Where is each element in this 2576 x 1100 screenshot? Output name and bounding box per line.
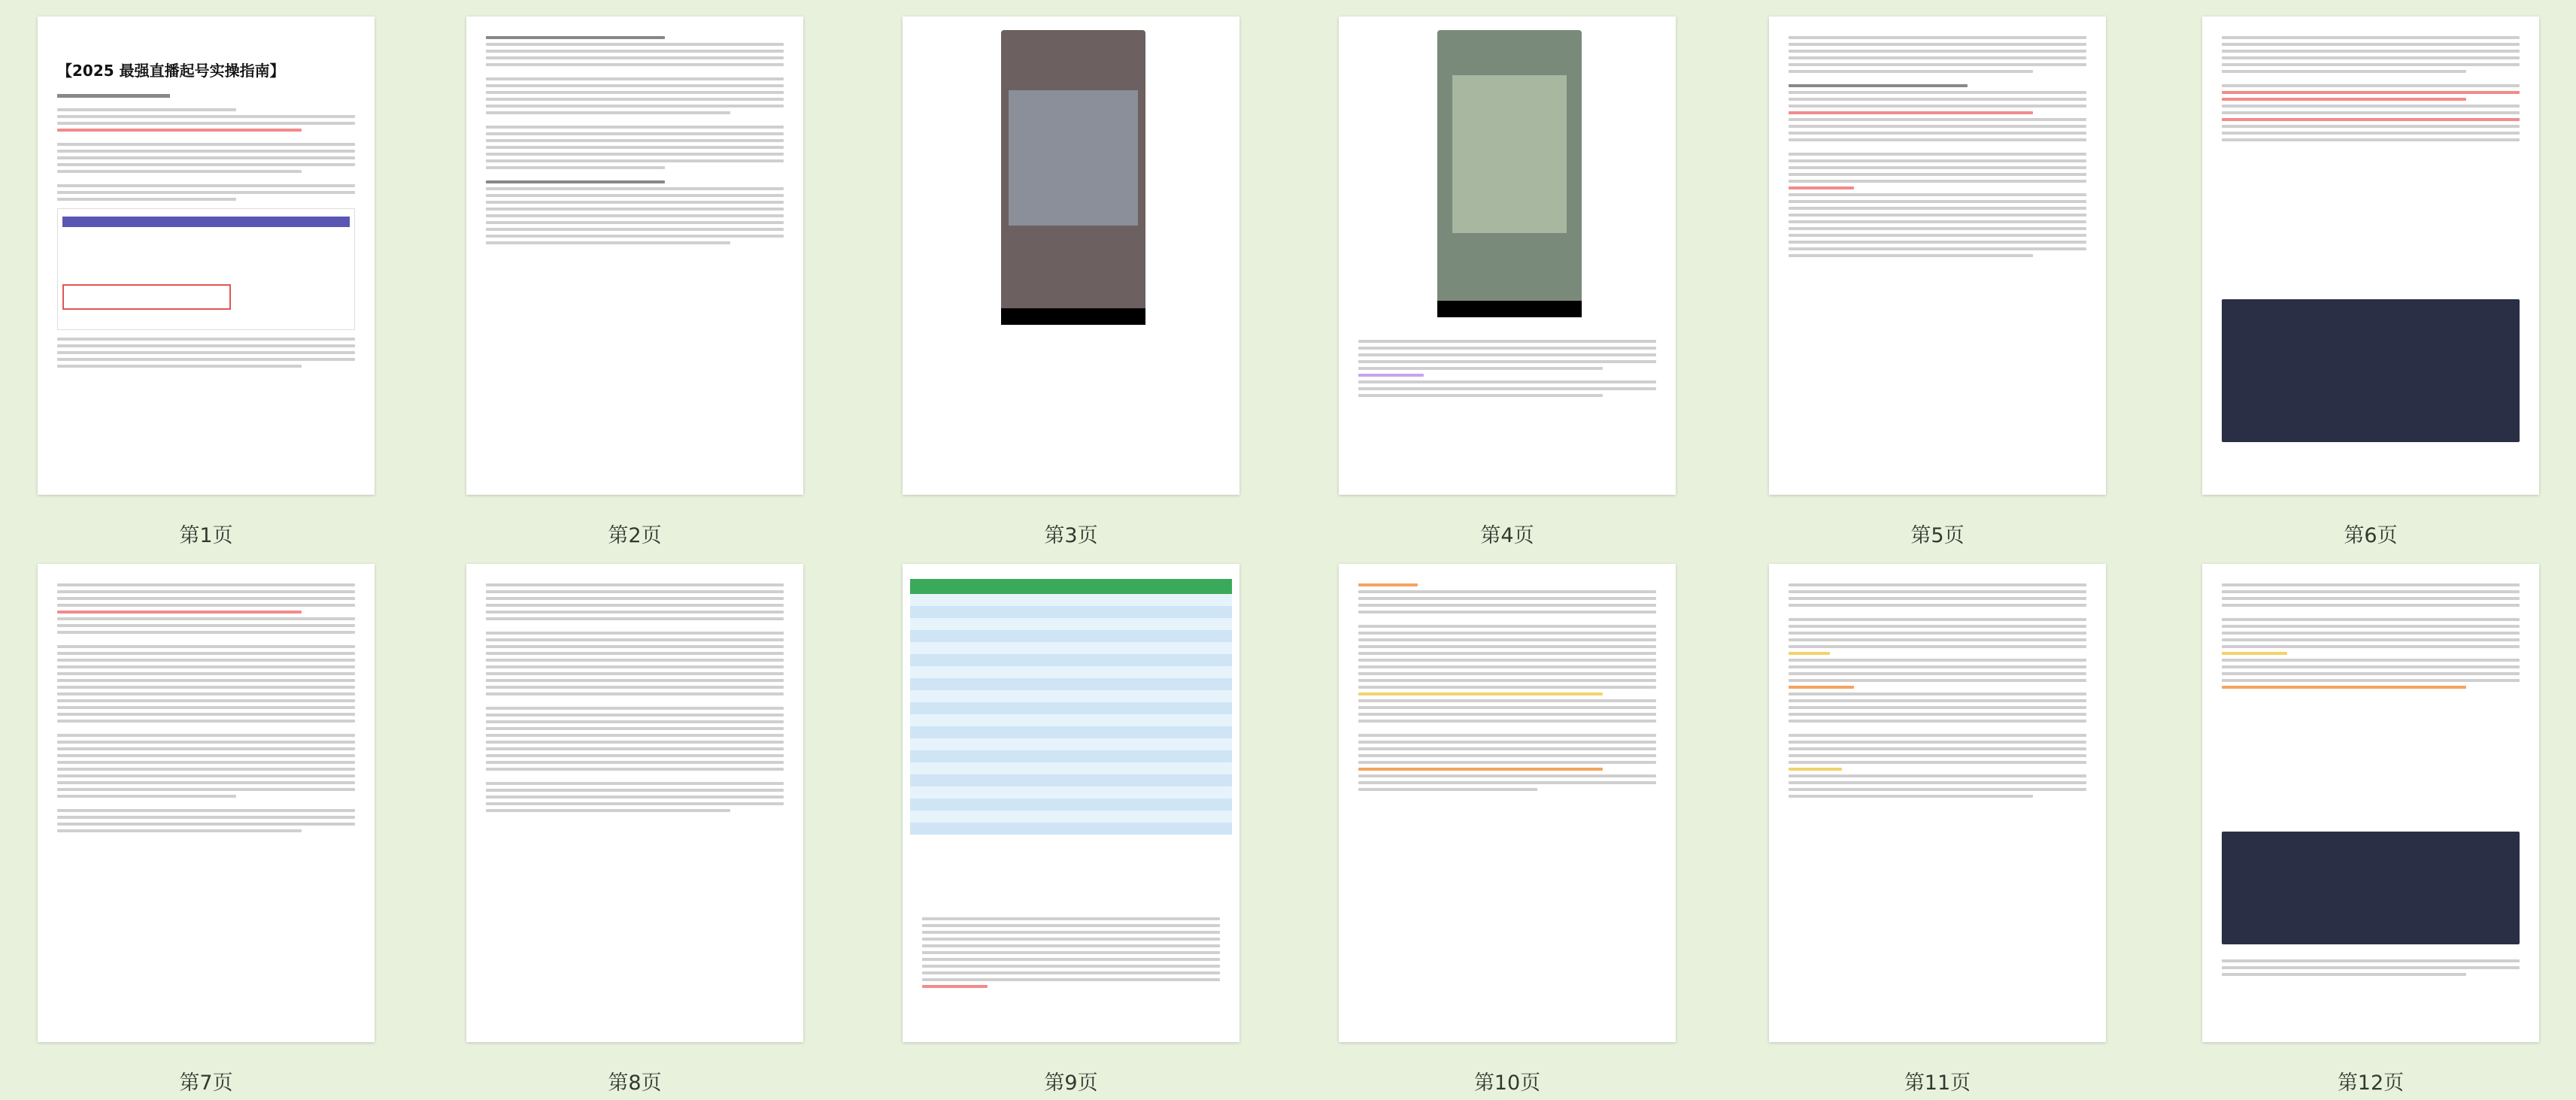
page-thumbnail-6[interactable] [2202,17,2539,495]
page-label-3: 第3页 [1044,524,1098,547]
page-thumbnail-11[interactable] [1769,564,2106,1042]
screenshot-image [1437,30,1582,317]
page-thumbnail-7[interactable] [38,564,375,1042]
page-label-8: 第8页 [608,1071,662,1095]
page-cell-7 [38,564,375,1095]
page-thumbnail-1[interactable] [38,17,375,495]
page-cell-3 [903,17,1239,547]
screenshot-image [1001,30,1145,325]
page-thumbnail-5[interactable] [1769,17,2106,495]
dashboard-image [2222,299,2520,442]
page-label-12: 第12页 [2337,1071,2405,1095]
page-cell-11 [1769,564,2106,1095]
page-cell-2 [466,17,803,547]
page-thumbnail-12[interactable] [2202,564,2539,1042]
page-cell-8 [466,564,803,1095]
page-thumbnail-4[interactable] [1339,17,1676,495]
page-label-6: 第6页 [2344,524,2398,547]
page-cell-6 [2202,17,2539,547]
page-thumbnail-3[interactable] [903,17,1239,495]
page-label-11: 第11页 [1904,1071,1971,1095]
page-thumbnail-10[interactable] [1339,564,1676,1042]
document-title: 【2025 最强直播起号实操指南】 [57,62,285,80]
page-cell-5 [1769,17,2106,547]
page-label-1: 第1页 [179,524,233,547]
page-cell-9 [903,564,1239,1095]
page-label-2: 第2页 [608,524,662,547]
page-cell-12 [2202,564,2539,1095]
page-thumbnail-8[interactable] [466,564,803,1042]
page-cell-4 [1339,17,1676,547]
page-thumbnail-2[interactable] [466,17,803,495]
page-label-10: 第10页 [1473,1071,1541,1095]
dashboard-image [2222,832,2520,944]
table-image [910,579,1232,892]
page-label-5: 第5页 [1910,524,1965,547]
page-thumbnail-9[interactable] [903,564,1239,1042]
page-label-4: 第4页 [1480,524,1534,547]
page-cell-1 [38,17,375,547]
page-label-9: 第9页 [1044,1071,1098,1095]
page-label-7: 第7页 [179,1071,233,1095]
page-cell-10 [1339,564,1676,1095]
